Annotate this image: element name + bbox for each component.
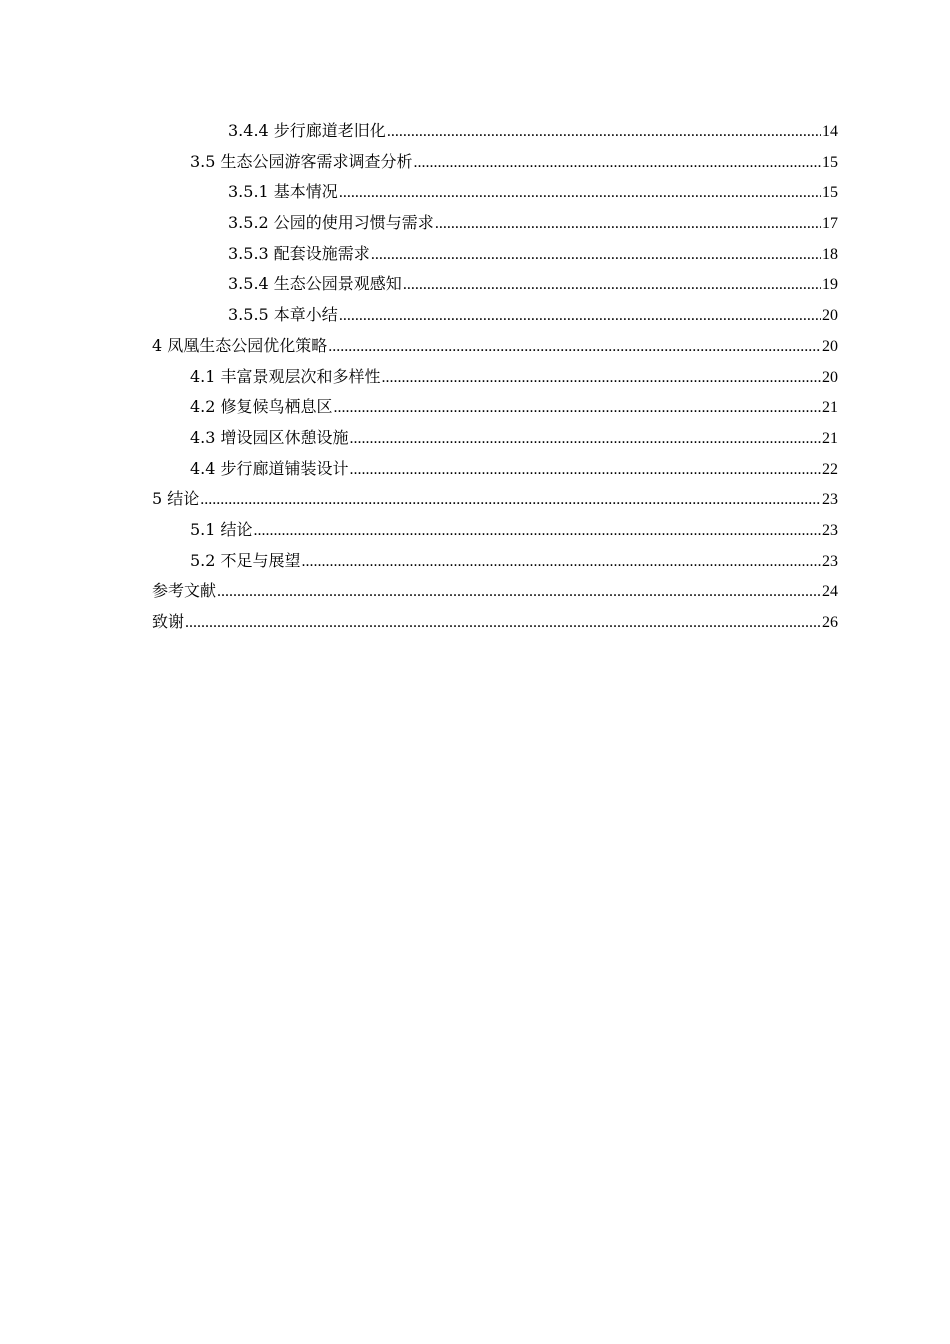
toc-dot-leader (185, 608, 821, 639)
toc-entry-page: 20 (822, 368, 838, 386)
toc-dot-leader (334, 393, 821, 424)
toc-entry-page: 15 (822, 153, 838, 171)
toc-entry-title: 致谢 (152, 612, 185, 631)
toc-entry-page: 18 (822, 245, 838, 263)
toc-entry-3-5-3[interactable] (152, 239, 838, 270)
toc-entry-page: 22 (822, 460, 838, 478)
toc-entry-5[interactable] (152, 484, 838, 515)
toc-dot-leader (302, 547, 821, 578)
toc-entry-title: 3.5.3 配套设施需求 (228, 243, 370, 263)
toc-entry-3-5-4[interactable] (152, 269, 838, 300)
toc-entry-title: 4 凤凰生态公园优化策略 (152, 335, 328, 355)
toc-entry-page: 20 (822, 337, 838, 355)
toc-entry-page: 21 (822, 399, 838, 417)
toc-entry-page: 23 (822, 552, 838, 570)
toc-entry-title: 5.2 不足与展望 (190, 550, 301, 570)
toc-entry-title: 3.5.1 基本情况 (228, 182, 338, 202)
toc-entry-page: 20 (822, 307, 838, 325)
toc-entry-title: 5.1 结论 (190, 519, 253, 539)
toc-entry-title: 4.4 步行廊道铺装设计 (190, 458, 349, 478)
toc-dot-leader (217, 577, 821, 608)
toc-dot-leader (435, 209, 821, 240)
toc-entry-5-2[interactable] (152, 546, 838, 577)
toc-entry-3-5-1[interactable] (152, 177, 838, 208)
toc-entry-3-4-4[interactable] (152, 116, 838, 147)
toc-entry-acknowledgements[interactable] (152, 607, 838, 638)
toc-entry-4-4[interactable] (152, 454, 838, 485)
toc-entry-page: 15 (822, 184, 838, 202)
toc-entry-3-5[interactable] (152, 147, 838, 178)
toc-entry-4-2[interactable] (152, 392, 838, 423)
toc-entry-title: 3.4.4 步行廊道老旧化 (228, 121, 386, 140)
toc-entry-page: 17 (822, 215, 838, 233)
toc-dot-leader (371, 240, 821, 271)
toc-entry-page: 24 (822, 583, 838, 601)
toc-entry-page: 19 (822, 276, 838, 294)
toc-dot-leader (254, 516, 821, 547)
toc-entry-4-1[interactable] (152, 362, 838, 393)
toc-dot-leader (350, 424, 821, 455)
toc-entry-title: 参考文献 (152, 581, 217, 601)
toc-entry-title: 3.5.5 本章小结 (228, 305, 338, 325)
toc-entry-title: 4.2 修复候鸟栖息区 (190, 397, 333, 417)
toc-dot-leader (414, 148, 821, 179)
toc-entry-title: 3.5.2 公园的使用习惯与需求 (228, 213, 434, 233)
toc-entry-page: 23 (822, 521, 838, 539)
toc-entry-3-5-5[interactable] (152, 300, 838, 331)
toc-entry-3-5-2[interactable] (152, 208, 838, 239)
table-of-contents (152, 116, 838, 638)
toc-dot-leader (339, 178, 821, 209)
toc-entry-title: 3.5.4 生态公园景观感知 (228, 274, 402, 294)
toc-entry-4-3[interactable] (152, 423, 838, 454)
toc-entry-4[interactable] (152, 331, 838, 362)
toc-entry-title: 4.3 增设园区休憩设施 (190, 427, 349, 447)
toc-dot-leader (403, 270, 821, 301)
toc-entry-page: 14 (822, 123, 838, 140)
toc-dot-leader (200, 485, 821, 516)
toc-entry-title: 3.5 生态公园游客需求调查分析 (190, 151, 413, 171)
toc-entry-page: 23 (822, 491, 838, 509)
toc-dot-leader (339, 301, 821, 332)
toc-entry-page: 26 (822, 614, 838, 631)
toc-entry-title: 5 结论 (152, 489, 200, 509)
toc-dot-leader (328, 332, 821, 363)
toc-dot-leader (350, 455, 821, 486)
toc-dot-leader (387, 117, 821, 148)
toc-entry-5-1[interactable] (152, 515, 838, 546)
toc-dot-leader (382, 363, 821, 394)
toc-entry-references[interactable] (152, 576, 838, 607)
toc-entry-title: 4.1 丰富景观层次和多样性 (190, 366, 381, 386)
toc-entry-page: 21 (822, 429, 838, 447)
